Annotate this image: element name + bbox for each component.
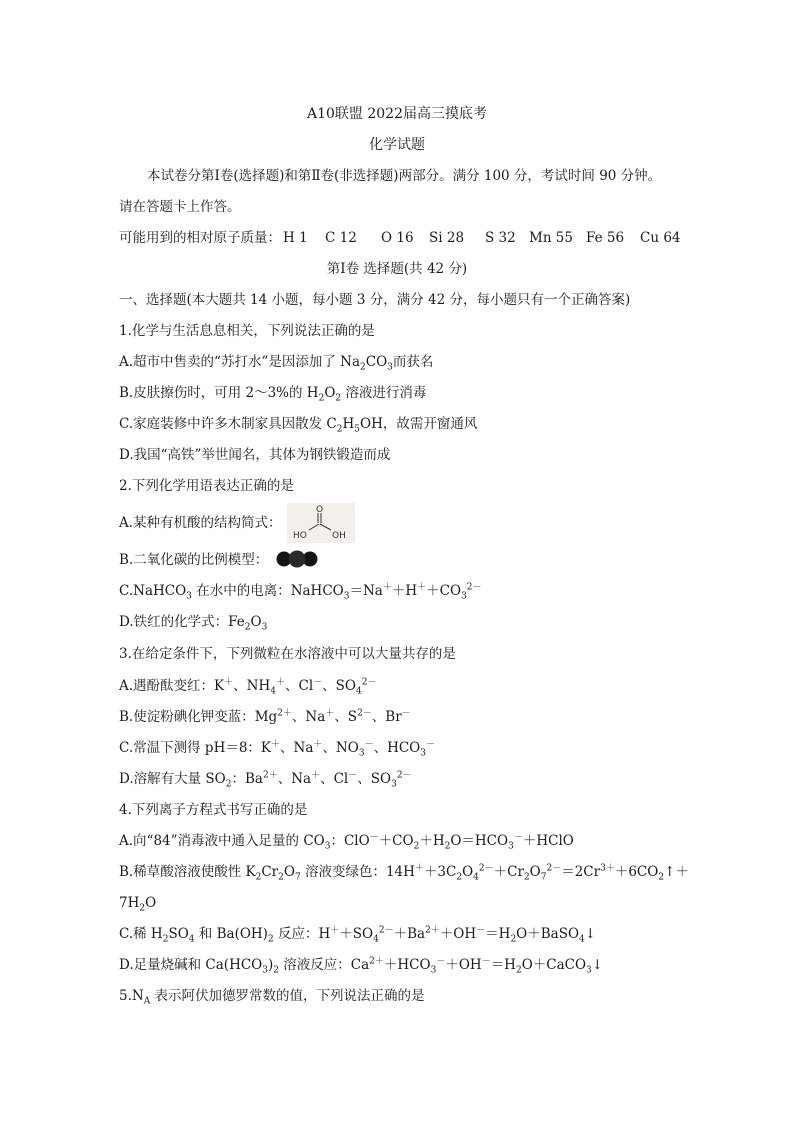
question-4-stem: 4.下列离子方程式书写正确的是 [119,802,308,818]
question-3-option-a: A.遇酚酞变红：K＋、$NH_4^+$、Cl－、$SO_4^{2-}$ [119,677,377,697]
question-2-option-d: D.铁红的化学式：$Fe_2O_3$ [119,614,268,633]
structure-oh-label: OH [332,531,346,541]
question-1-option-b: B.皮肤擦伤时，可用 2～3%的 $H_2O_2$ 溶液进行消毒 [119,385,427,404]
question-1-stem: 1.化学与生活息息相关，下列说法正确的是 [119,323,375,339]
question-2-option-b: B.二氧化碳的比例模型： [119,552,269,568]
atomic-mass-item: O 16 [381,230,414,246]
question-4-option-c: C.稀 $H_2SO_4$ 和 $Ba(OH)_2$ 反应：$H^++SO_4^{2-}+Ba^{2+}+OH^-=H_2O+BaSO_4↓$ [119,925,597,945]
question-4-option-b: B.稀草酸溶液使酸性 $K_2Cr_2O_7$ 溶液变绿色：$14H^++3C_2O_4^{2-}+Cr_2O_7^{2-}=2Cr^{3+}+6CO_2↑+$ [119,863,689,883]
question-1-option-c: C.家庭装修中许多木制家具因散发 $C_2H_5OH$，故需开窗通风 [119,416,478,435]
question-3-option-b: B.使淀粉碘化钾变蓝：$Mg^{2+}$、Na＋、$S^{2-}$、Br－ [119,708,411,725]
structure-oxygen-label: O [316,505,324,515]
question-4-option-a: A.向“84”消毒液中通入足量的 $CO_3$：$ClO^-+CO_2+H_2O=HCO_3^-+HClO$ [119,832,574,852]
question-2-stem: 2.下列化学用语表达正确的是 [119,478,294,494]
question-1-option-a: A.超市中售卖的“苏打水”是因添加了 $Na_2CO_3$而获名 [119,354,434,373]
section-title: 第Ⅰ卷 选择题(共 42 分) [326,261,468,277]
atomic-masses [119,229,681,247]
atomic-masses-label: 可能用到的相对原子质量： [119,230,281,246]
co2-space-filling-model-icon [275,550,319,568]
atomic-mass-item: H 1 [283,230,308,246]
intro-line-1: 本试卷分第Ⅰ卷(选择题)和第Ⅱ卷(非选择题)两部分。满分 100 分，考试时间 90 分钟。 [147,168,662,184]
atomic-mass-item: Mn 55 [529,230,573,246]
structure-ho-label: HO [293,531,307,541]
question-2-option-a: A.某种有机酸的结构简式： [119,515,282,531]
intro-line-2: 请在答题卡上作答。 [119,199,241,215]
question-3-option-c: C.常温下测得 pH＝8：K＋、Na＋、$NO_3^-$、$HCO_3^-$ [119,739,435,759]
subject-title: 化学试题 [369,137,425,153]
atomic-mass-item: Si 28 [429,230,465,246]
question-5-stem: $5.N_A$ 表示阿伏加德罗常数的值，下列说法正确的是 [119,988,425,1007]
atomic-mass-item: S 32 [485,230,516,246]
atomic-mass-item: C 12 [325,230,357,246]
question-3-stem: 3.在给定条件下，下列微粒在水溶液中可以大量共存的是 [119,646,456,662]
question-4-option-b-continued: $7H_2O$ [119,895,157,914]
carbonic-acid-structure-image [287,503,355,543]
atomic-mass-item: Fe 56 [586,230,625,246]
atomic-mass-item: Cu 64 [640,230,681,246]
exam-title: A10联盟 2022届高三摸底考 [306,106,487,122]
question-1-option-d: D.我国“高铁”举世闻名，其体为钢铁锻造而成 [119,447,391,463]
question-2-option-c: C.NaHCO$_3$ 在水中的电离：$NaHCO_3=Na^++H^++CO_3^{2-}$ [119,582,482,602]
question-4-option-d: D.足量烧碱和 $Ca(HCO_3)_2$ 溶液反应：$Ca^{2+}+HCO_3^-+OH^-=H_2O+CaCO_3↓$ [119,956,604,976]
section-instructions: 一、选择题(本大题共 14 小题，每小题 3 分，满分 42 分，每小题只有一个正确答案) [119,292,631,308]
question-3-option-d: D.溶解有大量 $SO_2$：$Ba^{2+}$、Na＋、Cl－、$SO_3^{2-}$ [119,770,412,790]
